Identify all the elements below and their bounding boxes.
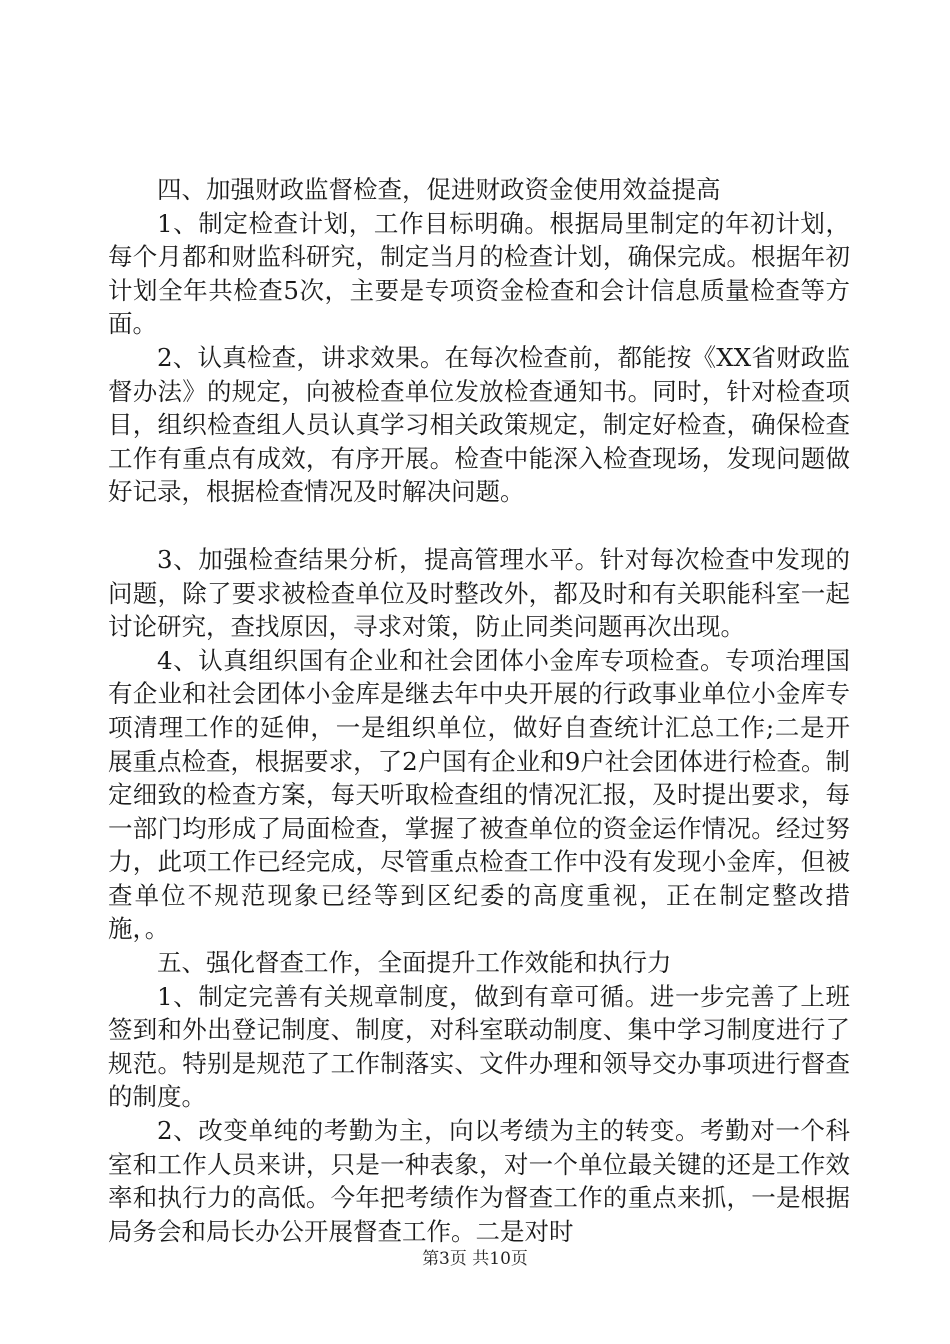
document-body <box>108 173 850 1248</box>
paragraph: 3、加强检查结果分析，提高管理水平。针对每次检查中发现的问题，除了要求被检查单位及时整改外，都及时和有关职能科室一起讨论研究，查找原因，寻求对策，防止同类问题再次出现。 <box>108 544 850 642</box>
paragraph: 2、认真检查，讲求效果。在每次检查前，都能按《XX省财政监督办法》的规定，向被检查单位发放检查通知书。同时，针对检查项目，组织检查组人员认真学习相关政策规定，制定好检查，确保检查工作有重点有成效，有序开展。检查中能深入检查现场，发现问题做好记录，根据检查情况及时解决问题。 <box>108 342 850 507</box>
section-heading-4: 四、加强财政监督检查，促进财政资金使用效益提高 <box>157 175 721 204</box>
paragraph: 2、改变单纯的考勤为主，向以考绩为主的转变。考勤对一个科室和工作人员来讲，只是一种表象，对一个单位最关键的还是工作效率和执行力的高低。今年把考绩作为督查工作的重点来抓，一是根据局务会和局长办公开展督查工作。二是对时 <box>108 1116 850 1246</box>
paragraph: 1、制定检查计划，工作目标明确。根据局里制定的年初计划，每个月都和财监科研究，制定当月的检查计划，确保完成。根据年初计划全年共检查5次，主要是专项资金检查和会计信息质量检查等方面。 <box>108 208 850 339</box>
section-heading-5: 五、强化督查工作，全面提升工作效能和执行力 <box>157 948 672 978</box>
page-number-footer: 第3页 共10页 <box>422 1249 528 1269</box>
paragraph: 1、制定完善有关规章制度，做到有章可循。进一步完善了上班签到和外出登记制度、制度，对科室联动制度、集中学习制度进行了规范。特别是规范了工作制落实、文件办理和领导交办事项进行督查的制度。 <box>108 981 850 1112</box>
paragraph: 4、认真组织国有企业和社会团体小金库专项检查。专项治理国有企业和社会团体小金库是继去年中央开展的行政事业单位小金库专项清理工作的延伸，一是组织单位，做好自查统计汇总工作;二是开展重点检查，根据要求，了2户国有企业和9户社会团体进行检查。制定细致的检查方案，每天听取检查组的情况汇报，及时提出要求，每一部门均形成了局面检查，掌握了被查单位的资金运作情况。经过努力，此项工作已经完成，尽管重点检查工作中没有发现小金库，但被查单位不规范现象已经等到区纪委的高度重视，正在制定整改措施，。 <box>108 645 850 944</box>
